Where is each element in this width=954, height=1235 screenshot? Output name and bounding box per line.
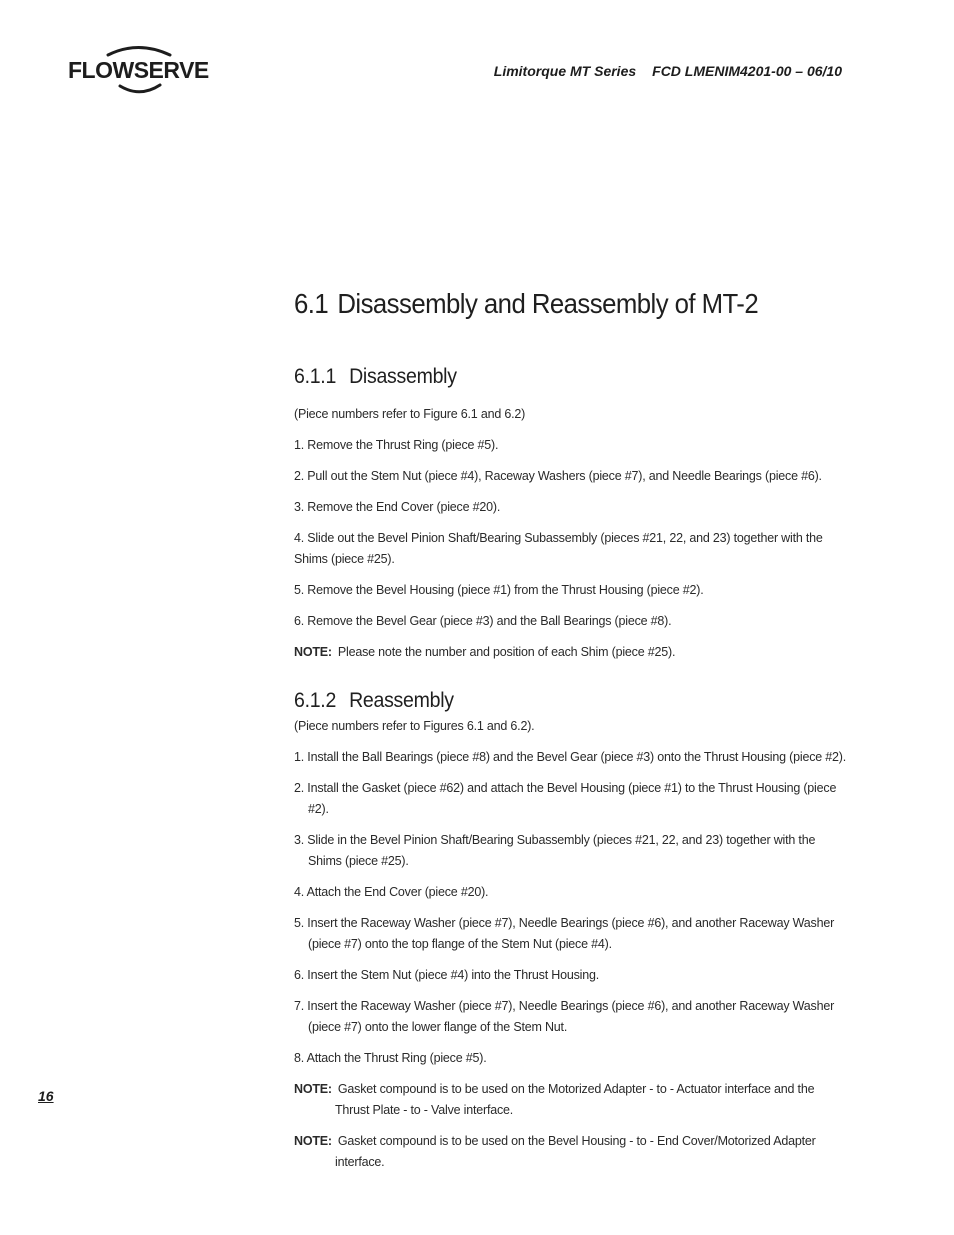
disassembly-note	[294, 642, 850, 663]
doc-code: FCD LMENIM4201-00 – 06/10	[652, 63, 842, 79]
disassembly-step: 6. Remove the Bevel Gear (piece #3) and the Ball Bearings (piece #8).	[294, 614, 672, 628]
reassembly-step: 2. Install the Gasket (piece #62) and attach the Bevel Housing (piece #1) to the Thrust Housing (piece #2).	[294, 781, 837, 816]
note-text: Gasket compound is to be used on the Bevel Housing - to - End Cover/Motorized Adapter interface.	[335, 1134, 816, 1169]
reassembly-step: 4. Attach the End Cover (piece #20).	[294, 885, 489, 899]
note-text: Please note the number and position of each Shim (piece #25).	[337, 645, 676, 659]
note-label: NOTE:	[294, 1134, 332, 1148]
reassembly-note	[294, 1131, 850, 1173]
reassembly-step: 8. Attach the Thrust Ring (piece #5).	[294, 1051, 487, 1065]
note-label: NOTE:	[294, 645, 332, 659]
series-name: Limitorque MT Series	[493, 63, 637, 79]
disassembly-intro: (Piece numbers refer to Figure 6.1 and 6.2)	[294, 407, 526, 421]
page-number: 16	[38, 1088, 54, 1104]
note-text: Gasket compound is to be used on the Motorized Adapter - to - Actuator interface and the Thrust Plate - to - Valve interface.	[335, 1082, 815, 1117]
disassembly-step: 1. Remove the Thrust Ring (piece #5).	[294, 438, 499, 452]
disassembly-step: 5. Remove the Bevel Housing (piece #1) from the Thrust Housing (piece #2).	[294, 583, 704, 597]
reassembly-step: 7. Insert the Raceway Washer (piece #7), Needle Bearings (piece #6), and another Raceway Washer (piece #7) onto the lower flange of the Stem Nut.	[294, 999, 835, 1034]
page-content	[294, 288, 850, 1173]
note-label: NOTE:	[294, 1082, 332, 1096]
disassembly-heading	[294, 365, 811, 389]
reassembly-note	[294, 1079, 850, 1121]
disassembly-title: Disassembly	[349, 365, 457, 388]
disassembly-step: 3. Remove the End Cover (piece #20).	[294, 500, 501, 514]
reassembly-steps	[294, 747, 850, 1069]
reassembly-step: 1. Install the Ball Bearings (piece #8) and the Bevel Gear (piece #3) onto the Thrust Housing (piece #2).	[294, 750, 847, 764]
reassembly-heading	[294, 689, 811, 713]
reassembly-title: Reassembly	[349, 689, 454, 712]
disassembly-step: 4. Slide out the Bevel Pinion Shaft/Bearing Subassembly (pieces #21, 22, and 23) together with the Shims (piece #25).	[294, 531, 823, 566]
section-title	[294, 288, 806, 320]
document-reference	[494, 63, 842, 79]
reassembly-number: 6.1.2	[294, 689, 337, 712]
disassembly-number: 6.1.1	[294, 365, 337, 388]
flowserve-logo	[68, 42, 208, 98]
reassembly-step: 6. Insert the Stem Nut (piece #4) into the Thrust Housing.	[294, 968, 599, 982]
section-title-text: Disassembly and Reassembly of MT-2	[337, 288, 759, 319]
disassembly-steps	[294, 435, 850, 632]
reassembly-intro: (Piece numbers refer to Figures 6.1 and 6.2).	[294, 719, 535, 733]
disassembly-step: 2. Pull out the Stem Nut (piece #4), Raceway Washers (piece #7), and Needle Bearings (piece #6).	[294, 469, 822, 483]
logo-text: FLOWSERVE	[68, 57, 209, 83]
reassembly-step: 3. Slide in the Bevel Pinion Shaft/Bearing Subassembly (pieces #21, 22, and 23) together with the Shims (piece #25).	[294, 833, 816, 868]
reassembly-step: 5. Insert the Raceway Washer (piece #7), Needle Bearings (piece #6), and another Raceway Washer (piece #7) onto the top flange of the Stem Nut (piece #4).	[294, 916, 835, 951]
section-number: 6.1	[294, 288, 329, 319]
